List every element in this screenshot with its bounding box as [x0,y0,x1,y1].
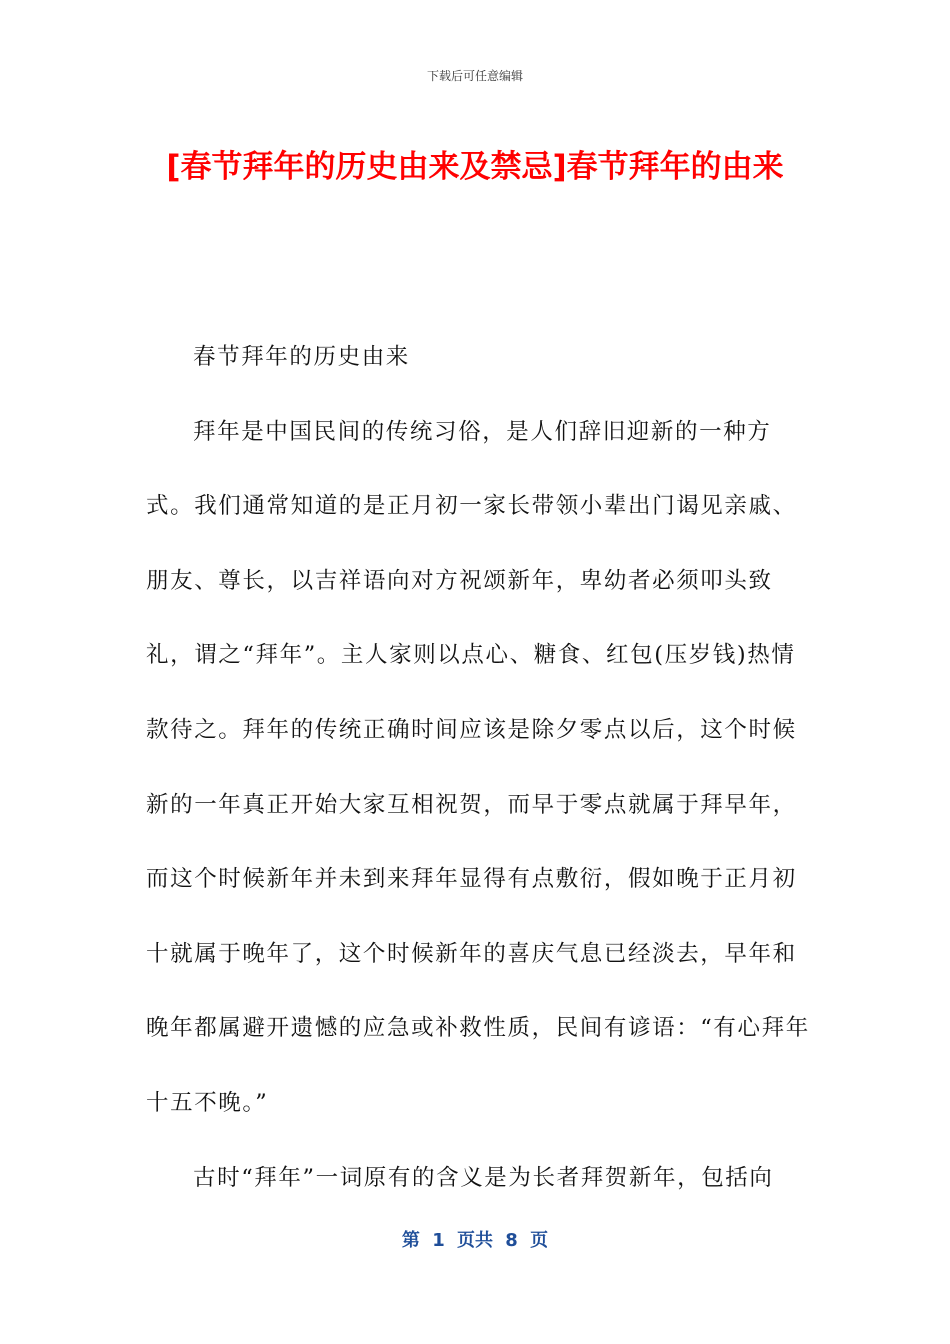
page-suffix: 页 [530,1230,549,1251]
page-prefix: 第 [401,1230,420,1251]
body-paragraph: 拜年是中国民间的传统习俗，是人们辞旧迎新的一种方式。我们通常知道的是正月初一家长带领小辈出门谒见亲戚、朋友、尊长，以吉祥语向对方祝颂新年，卑幼者必须叩头致礼，谓之“拜年”。主人家则以点心、糖食、红包(压岁钱)热情款待之。拜年的传统正确时间应该是除夕零点以后，这个时候新的一年真正开始大家互相祝贺，而早于零点就属于拜早年，而这个时候新年并未到来拜年显得有点敷衍，假如晚于正月初十就属于晚年了，这个时候新年的喜庆气息已经淡去，早年和晚年都属避开遗憾的应急或补救性质，民间有谚语：“有心拜年十五不晚。” [146,418,810,1116]
page-footer [0,1226,950,1252]
header-note: 下载后可任意编辑 [426,69,523,83]
total-pages-number: 8 [505,1230,518,1251]
document-title: [春节拜年的历史由来及禁忌]春节拜年的由来 [166,149,784,185]
body-paragraph: 古时“拜年”一词原有的含义是为长者拜贺新年，包括向 [193,1164,774,1191]
document-body [146,320,810,1215]
current-page-number: 1 [432,1230,445,1251]
page-mid: 页共 [457,1230,493,1251]
section-heading: 春节拜年的历史由来 [193,344,410,370]
